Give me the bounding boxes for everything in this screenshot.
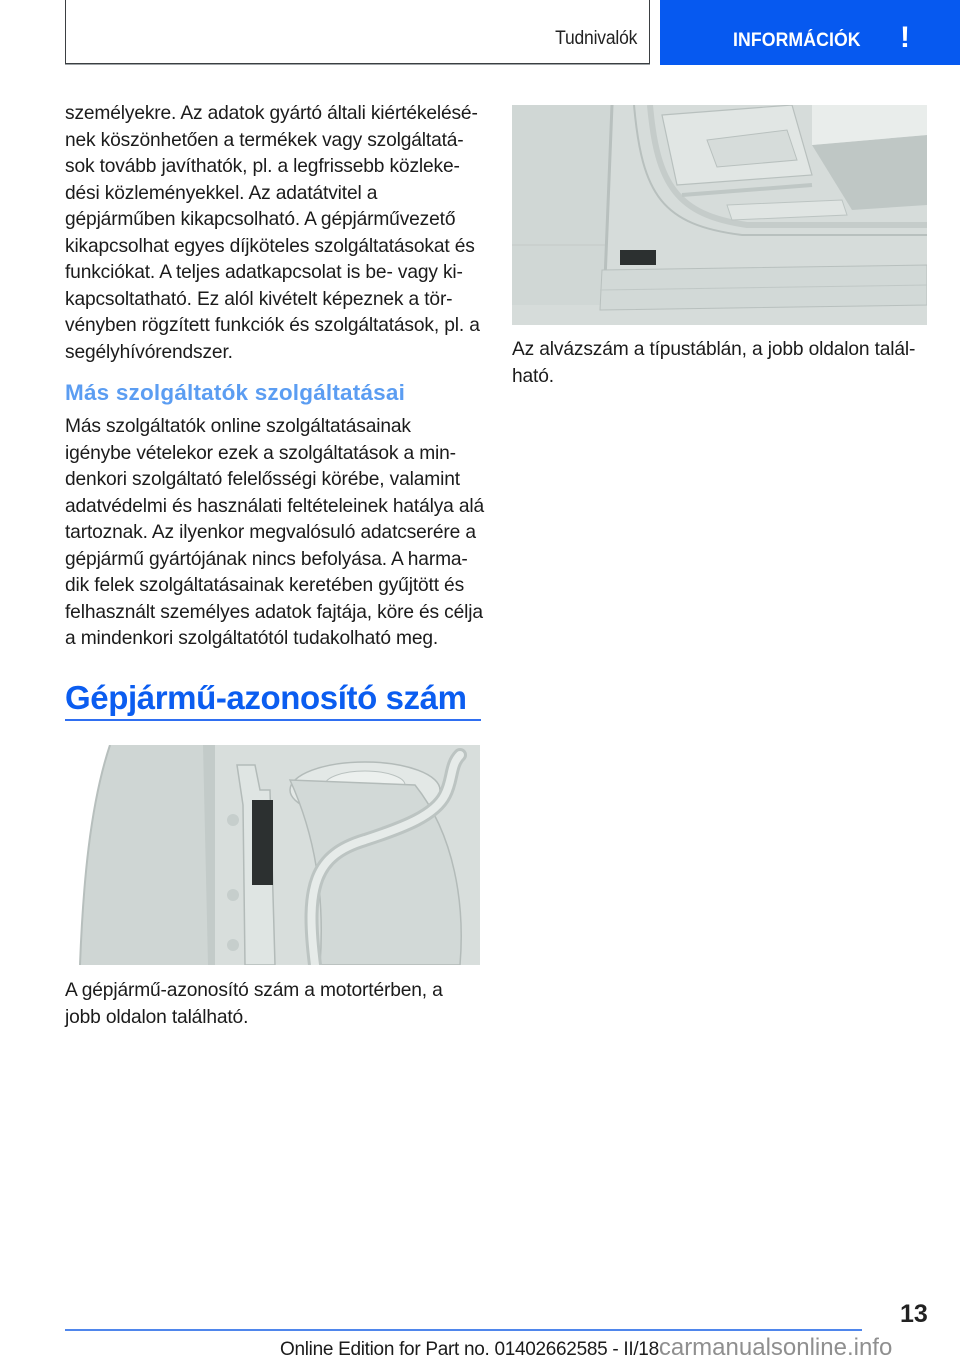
text-line: adatvédelmi és használati feltételeinek hatálya alá: [65, 495, 485, 517]
engine-bay-drawing: [65, 745, 480, 965]
chapter-tab[interactable]: [660, 0, 960, 65]
text-line: sok tovább javíthatók, pl. a legfrissebb közleke-: [65, 156, 460, 177]
door-sill-drawing: [512, 105, 927, 325]
text-line: a mindenkori szolgáltatótól tudakolható meg.: [65, 628, 439, 649]
text-line: denkori szolgáltató felelősségi körébe, valamint: [65, 469, 460, 490]
text-line: dik felek szolgáltatásainak keretében gyűjtött és: [65, 575, 465, 596]
text-line: felhasznált személyes adatok fajtája, köre és célja: [65, 601, 483, 623]
text-line: kapcsoltatható. Ez alól kivételt képeznek a tör-: [65, 288, 453, 310]
text-line: személyekre. Az adatok gyártó általi kiértékelésé-: [65, 103, 478, 124]
text-line: segélyhívórendszer.: [65, 341, 233, 363]
door-sill-type-plate-illustration: [512, 105, 927, 325]
section-title: Tudnivalók: [554, 28, 637, 49]
text-line: vényben rögzített funkciók és szolgáltatások, pl. a: [65, 315, 480, 336]
caption-line: ható.: [512, 365, 554, 387]
section-heading: Gépjármű-azonosító szám: [65, 679, 467, 716]
caption-line: Az alvázszám a típustáblán, a jobb oldalon talál-: [512, 339, 916, 360]
text-line: tartoznak. Az ilyenkor megvalósuló adatcserére a: [65, 522, 476, 543]
caption-line: A gépjármű-azonosító szám a motortérben, a: [65, 980, 443, 1001]
footer-rule: [65, 1329, 862, 1331]
heading-underline: [65, 719, 481, 721]
text-line: Más szolgáltatók online szolgáltatásainak: [65, 416, 411, 437]
engine-bay-vin-illustration: [65, 745, 480, 965]
header-section-frame: [65, 0, 650, 64]
text-line: dési közleményekkel. Az adatátvitel a: [65, 182, 378, 204]
caption-line: jobb oldalon található.: [65, 1006, 249, 1028]
footer: [280, 1334, 892, 1362]
chapter-title: INFORMÁCIÓK: [733, 30, 861, 51]
exclamation-icon: !: [900, 21, 910, 54]
subsection-paragraph: [65, 414, 485, 653]
watermark-link[interactable]: carmanualsonline.info: [658, 1334, 893, 1361]
text-line: nek köszönhetően a termékek vagy szolgáltatá-: [65, 129, 464, 151]
text-line: kikapcsolhat egyes díjköteles szolgáltatásokat és: [65, 235, 475, 257]
subsection-heading: Más szolgáltatók szolgáltatásai: [65, 380, 406, 405]
text-line: gépjármű gyártójának nincs befolyása. A harma-: [65, 548, 468, 570]
page-number: 13: [900, 1300, 928, 1328]
intro-paragraph: [65, 101, 485, 366]
text-line: gépjárműben kikapcsolható. A gépjárművezető: [65, 209, 456, 230]
edition-text: Online Edition for Part no. 01402662585 - II/18: [280, 1339, 659, 1360]
text-line: igénybe vételekor ezek a szolgáltatások a min-: [65, 442, 456, 464]
engine-figure-caption: [65, 978, 443, 1031]
door-figure-caption: [512, 337, 915, 390]
text-line: funkciókat. A teljes adatkapcsolat is be- vagy ki-: [65, 262, 463, 283]
